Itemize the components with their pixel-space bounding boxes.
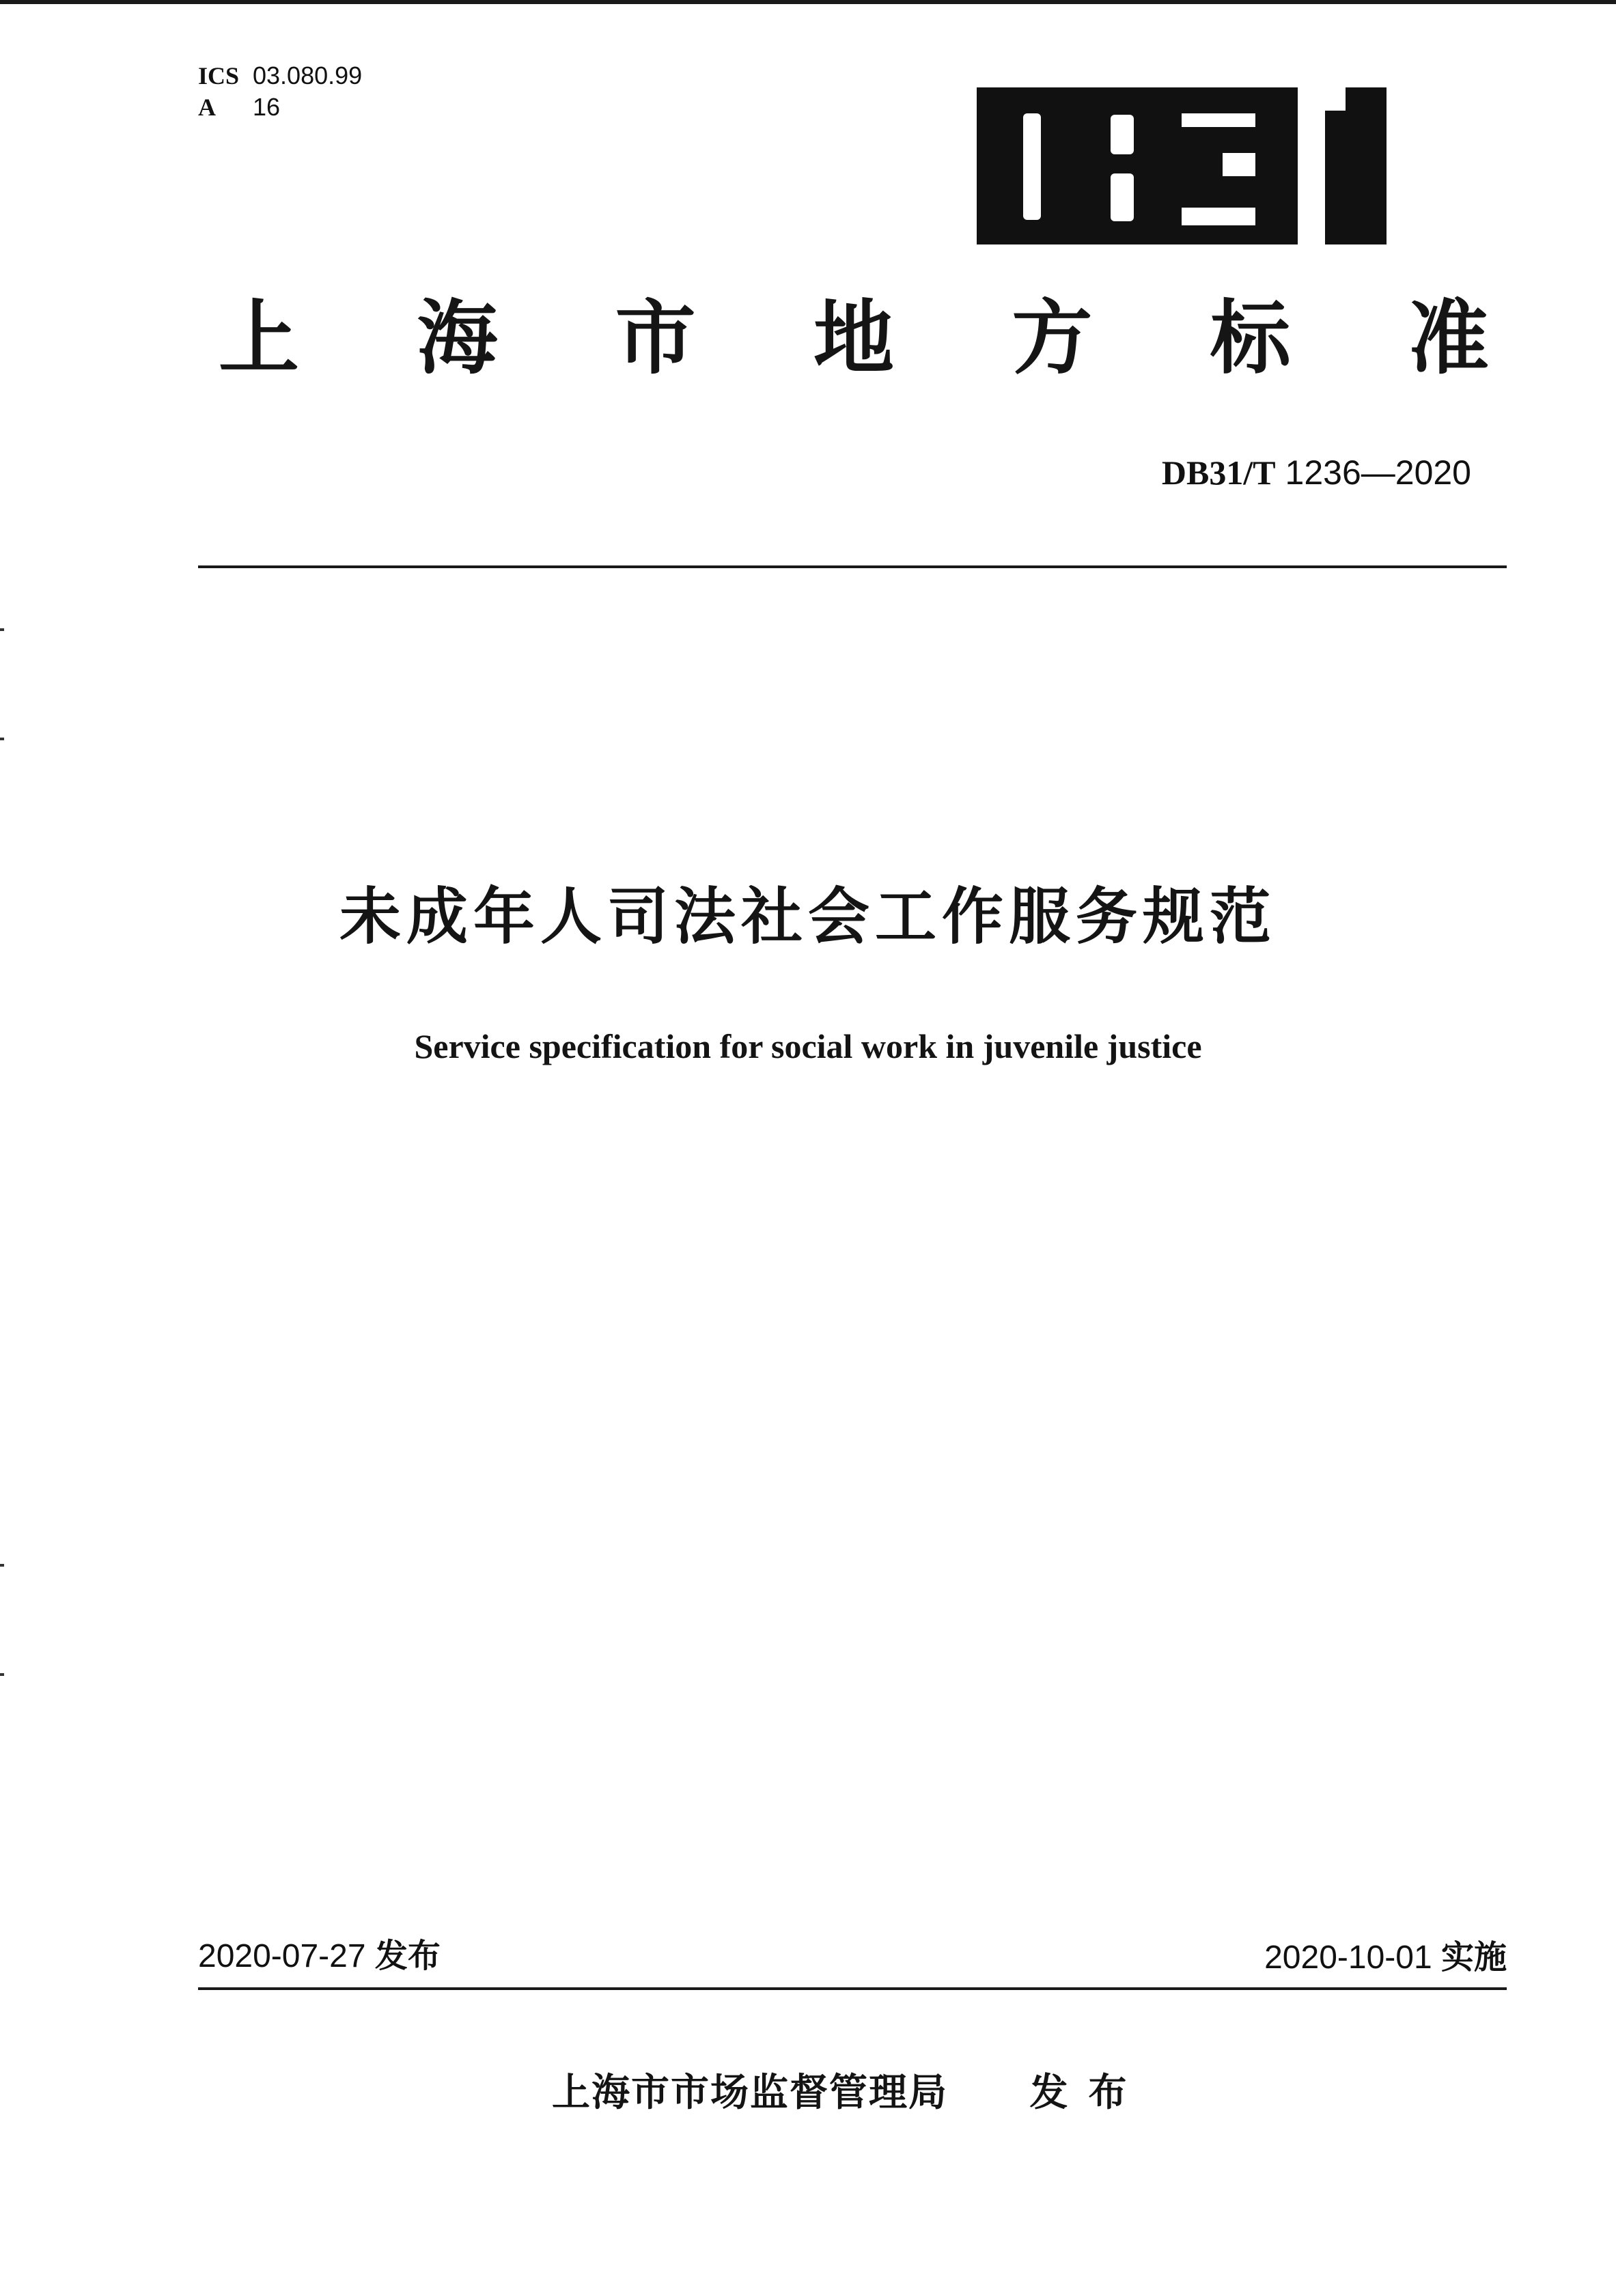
db31-logo xyxy=(977,87,1427,244)
category-char: 准 xyxy=(1408,291,1489,385)
ccs-value: 16 xyxy=(253,93,281,121)
ccs-label: A xyxy=(198,94,216,121)
ccs-code xyxy=(198,92,362,123)
category-char: 标 xyxy=(1210,291,1291,385)
issuing-action: 发布 xyxy=(1029,2071,1147,2115)
db31-logo-mark xyxy=(977,87,1427,244)
scan-top-edge xyxy=(0,0,1616,4)
category-char: 地 xyxy=(813,291,894,385)
issuing-organization: 上海市市场监督管理局 xyxy=(552,2071,948,2115)
implementation-date-value: 2020-10-01 xyxy=(1264,1940,1432,1976)
scan-artifact xyxy=(0,1673,4,1676)
implementation-date xyxy=(1264,1937,1507,1978)
issuing-authority xyxy=(552,2069,1147,2117)
issue-date xyxy=(198,1935,441,1977)
scan-artifact xyxy=(0,1564,4,1567)
standard-number-prefix: DB31/T xyxy=(1161,453,1276,492)
ics-code xyxy=(198,60,362,92)
category-char: 上 xyxy=(219,291,300,385)
category-char: 海 xyxy=(417,291,498,385)
scan-artifact xyxy=(0,738,4,740)
ics-label: ICS xyxy=(198,62,240,89)
issue-date-value: 2020-07-27 xyxy=(198,1938,366,1974)
classification-codes xyxy=(198,60,362,123)
footer-divider xyxy=(198,1987,1507,1990)
document-title-chinese: 未成年人司法社会工作服务规范 xyxy=(339,881,1277,953)
issue-date-label: 发布 xyxy=(374,1937,441,1975)
scan-artifact xyxy=(0,628,4,631)
document-title-english: Service specification for social work in juvenile justice xyxy=(414,1027,1202,1065)
standard-number-value: 1236—2020 xyxy=(1285,453,1471,492)
implementation-date-label: 实施 xyxy=(1440,1938,1507,1976)
category-char: 市 xyxy=(615,291,696,385)
header-divider xyxy=(198,565,1507,568)
standard-number xyxy=(1162,452,1471,493)
ics-value: 03.080.99 xyxy=(253,61,363,89)
category-char: 方 xyxy=(1012,291,1093,385)
standard-category-title xyxy=(219,291,1489,385)
